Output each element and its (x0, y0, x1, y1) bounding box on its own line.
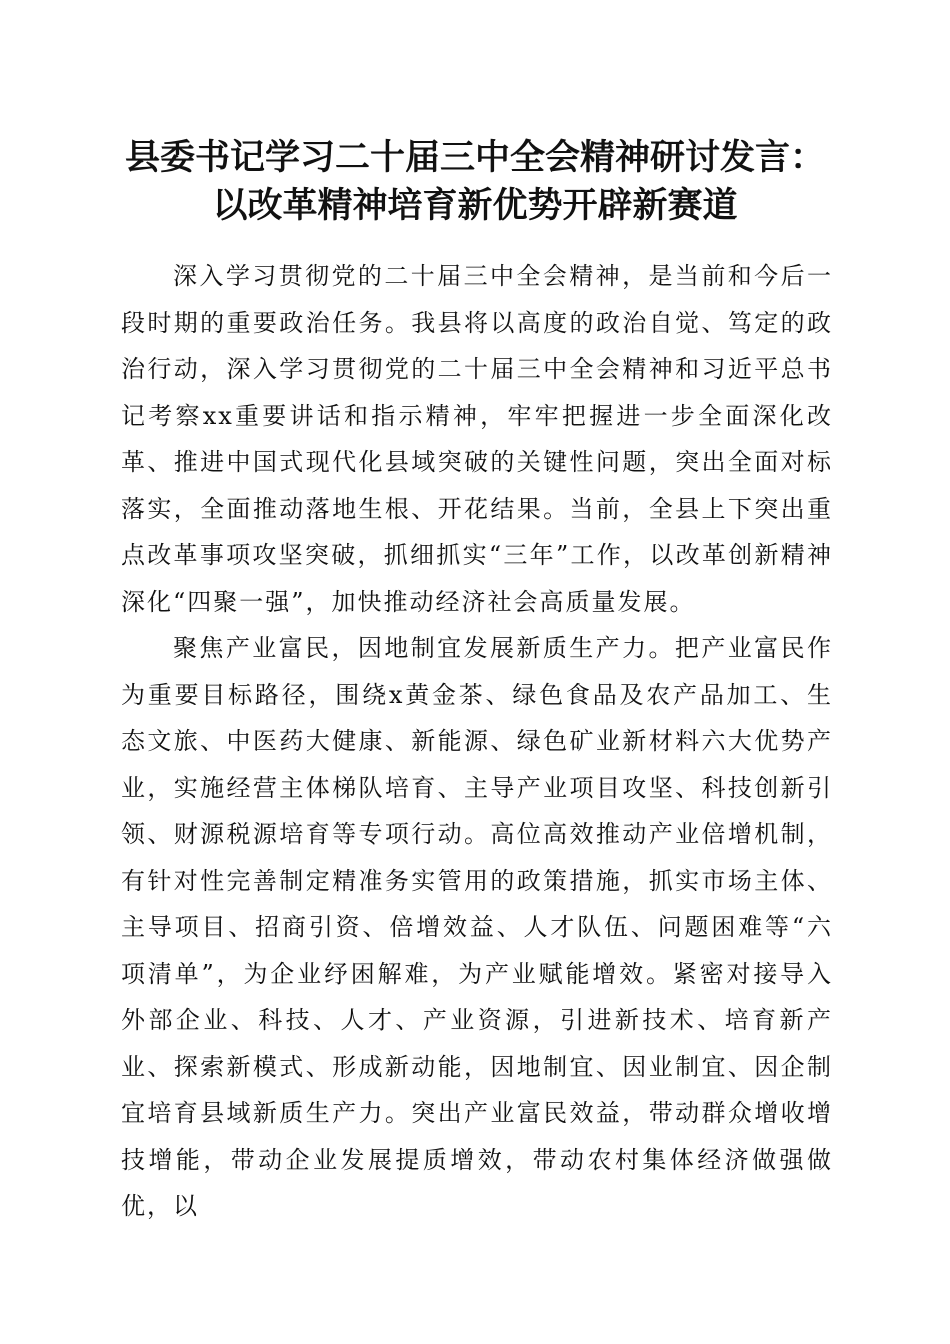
document-title (100, 134, 850, 230)
title-line-1: 县委书记学习二十届三中全会精神研讨发言： (124, 137, 825, 178)
paragraph-2: 聚焦产业富民，因地制宜发展新质生产力。把产业富民作为重要目标路径，围绕x黄金茶、绿色食品及农产品加工、生态文旅、中医药大健康、新能源、绿色矿业新材料六大优势产业，实施经营主体梯队培育、主导产业项目攻坚、科技创新引领、财源税源培育等专项行动。高位高效推动产业倍增机制，有针对性完善制定精准务实管用的政策措施，抓实市场主体、主导项目、招商引资、倍增效益、人才队伍、问题困难等“六项清单”，为企业纾困解难，为产业赋能增效。紧密对接导入外部企业、科技、人才、产业资源，引进新技术、培育新产业、探索新模式、形成新动能，因地制宜、因业制宜、因企制宜培育县域新质生产力。突出产业富民效益，带动群众增收增技增能，带动企业发展提质增效，带动农村集体经济做强做优，以 (121, 634, 833, 1220)
paragraph-1: 深入学习贯彻党的二十届三中全会精神，是当前和今后一段时期的重要政治任务。我县将以高度的政治自觉、笃定的政治行动，深入学习贯彻党的二十届三中全会精神和习近平总书记考察xx重要讲话和指示精神，牢牢把握进一步全面深化改革、推进中国式现代化县域突破的关键性问题，突出全面对标落实，全面推动落地生根、开花结果。当前，全县上下突出重点改革事项攻坚突破，抓细抓实“三年”工作，以改革创新精神深化“四聚一强”，加快推动经济社会高质量发展。 (121, 262, 833, 616)
document-body (121, 253, 833, 1230)
title-line-2: 以改革精神培育新优势开辟新赛道 (212, 185, 738, 226)
